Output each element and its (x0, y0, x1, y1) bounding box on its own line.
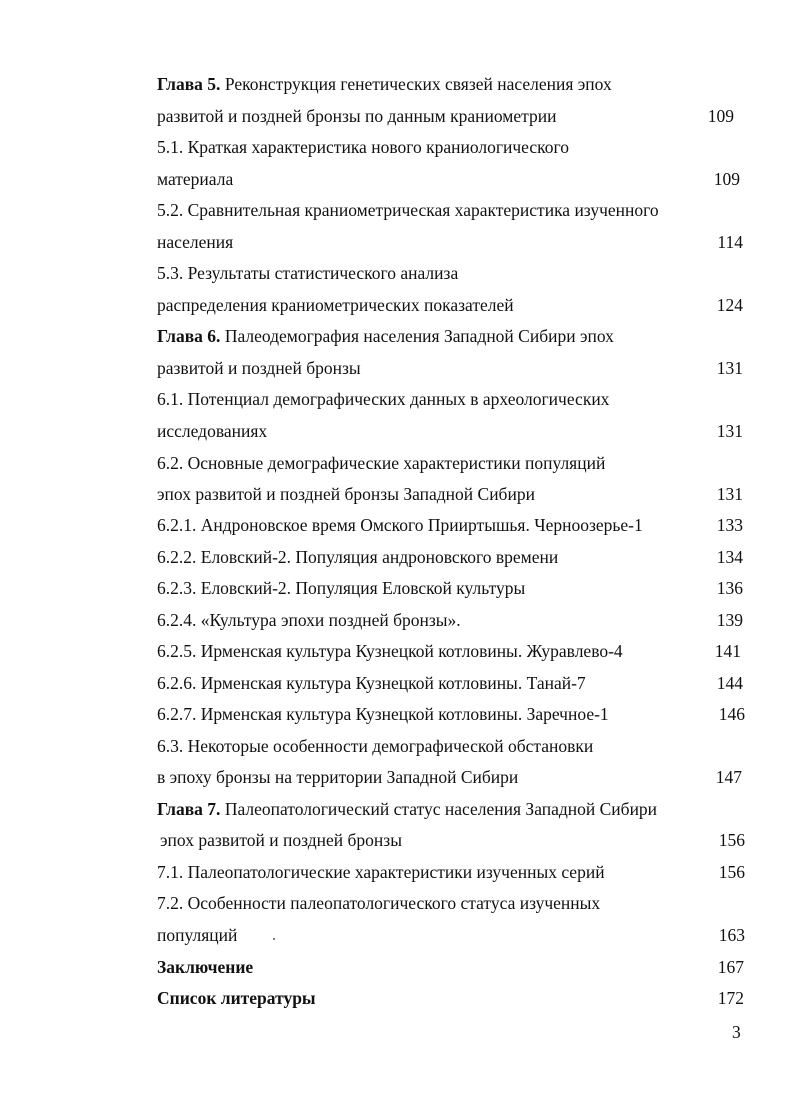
toc-6-2-1: 6.2.1. Андроновское время Омского Прииртышья. Черноозерье-1 (157, 515, 643, 535)
toc-ch6-line2: развитой и поздней бронзы (157, 358, 361, 378)
toc-6-2-page: 131 (716, 484, 743, 504)
toc-6-2-1-page: 133 (716, 515, 743, 535)
toc-conclusion-page: 167 (717, 957, 744, 977)
toc-6-2-7-page: 146 (718, 704, 745, 724)
toc-7-1: 7.1. Палеопатологические характеристики изученных серий (157, 862, 605, 882)
toc-6-1-page: 131 (716, 421, 743, 441)
toc-5-1-line1: 5.1. Краткая характеристика нового краниологического (157, 137, 570, 157)
toc-5-1-page: 109 (713, 169, 740, 189)
toc-ch6-label: Глава 6. (157, 326, 221, 346)
toc-ch7-label: Глава 7. (157, 799, 221, 819)
toc-6-2-3: 6.2.3. Еловский-2. Популяция Еловской культуры (157, 578, 526, 598)
toc-ch5-line1 (157, 73, 612, 95)
toc-6-2-6-page: 144 (716, 673, 743, 693)
toc-ch5-line2: развитой и поздней бронзы по данным краниометрии (157, 106, 557, 126)
toc-6-2-7: 6.2.7. Ирменская культура Кузнецкой котловины. Заречное-1 (157, 704, 609, 724)
toc-ch5-title: Реконструкция генетических связей населения эпох (224, 74, 612, 94)
toc-ch6-line1 (157, 325, 614, 347)
toc-7-2-line2: популяций (157, 925, 238, 945)
toc-6-2-2: 6.2.2. Еловский-2. Популяция андроновского времени (157, 547, 559, 567)
toc-6-2-4: 6.2.4. «Культура эпохи поздней бронзы». (157, 610, 461, 630)
toc-7-2-page: 163 (718, 925, 745, 945)
toc-ch7-title: Палеопатологический статус населения Западной Сибири (224, 799, 658, 819)
toc-conclusion: Заключение (157, 957, 254, 977)
toc-5-3-page: 124 (716, 295, 743, 315)
toc-6-1-line2: исследованиях (157, 421, 268, 441)
toc-references: Список литературы (157, 988, 316, 1008)
toc-6-3-page: 147 (715, 767, 742, 787)
toc-6-2-2-page: 134 (716, 547, 743, 567)
toc-6-2-6: 6.2.6. Ирменская культура Кузнецкой котловины. Танай-7 (157, 673, 586, 693)
toc-5-2-page: 114 (717, 232, 743, 252)
toc-ch6-title: Палеодемография населения Западной Сибири эпох (224, 326, 614, 346)
toc-6-2-3-page: 136 (716, 578, 743, 598)
toc-6-2-5: 6.2.5. Ирменская культура Кузнецкой котловины. Журавлево-4 (157, 641, 623, 661)
toc-6-2-5-page: 141 (714, 641, 741, 661)
toc-ch7-line1 (157, 798, 657, 820)
toc-6-2-4-page: 139 (716, 610, 743, 630)
toc-6-1-line1: 6.1. Потенциал демографических данных в археологических (157, 389, 610, 409)
toc-5-2-line1: 5.2. Сравнительная краниометрическая характеристика изученного (157, 200, 659, 220)
toc-ch7-line2: эпох развитой и поздней бронзы (160, 830, 402, 850)
toc-7-1-page: 156 (718, 862, 745, 882)
toc-references-page: 172 (717, 988, 744, 1008)
toc-5-3-line1: 5.3. Результаты статистического анализа (157, 263, 459, 283)
toc-ch5-page: 109 (707, 106, 734, 126)
toc-7-2-line1: 7.2. Особенности палеопатологического статуса изученных (157, 893, 601, 913)
toc-6-2-line2: эпох развитой и поздней бронзы Западной Сибири (157, 484, 535, 504)
toc-6-3-line2: в эпоху бронзы на территории Западной Сибири (157, 767, 519, 787)
toc-6-3-line1: 6.3. Некоторые особенности демографической обстановки (157, 736, 594, 756)
toc-5-2-line2: населения (157, 232, 234, 252)
toc-5-1-line2: материала (157, 169, 234, 189)
toc-6-2-line1: 6.2. Основные демографические характеристики популяций (157, 453, 606, 473)
toc-ch5-label: Глава 5. (157, 74, 221, 94)
toc-ch7-page: 156 (718, 830, 745, 850)
toc-5-3-line2: распределения краниометрических показателей (157, 295, 514, 315)
scan-speck (273, 938, 275, 940)
toc-ch6-page: 131 (716, 358, 743, 378)
page-number: 3 (732, 1022, 741, 1042)
